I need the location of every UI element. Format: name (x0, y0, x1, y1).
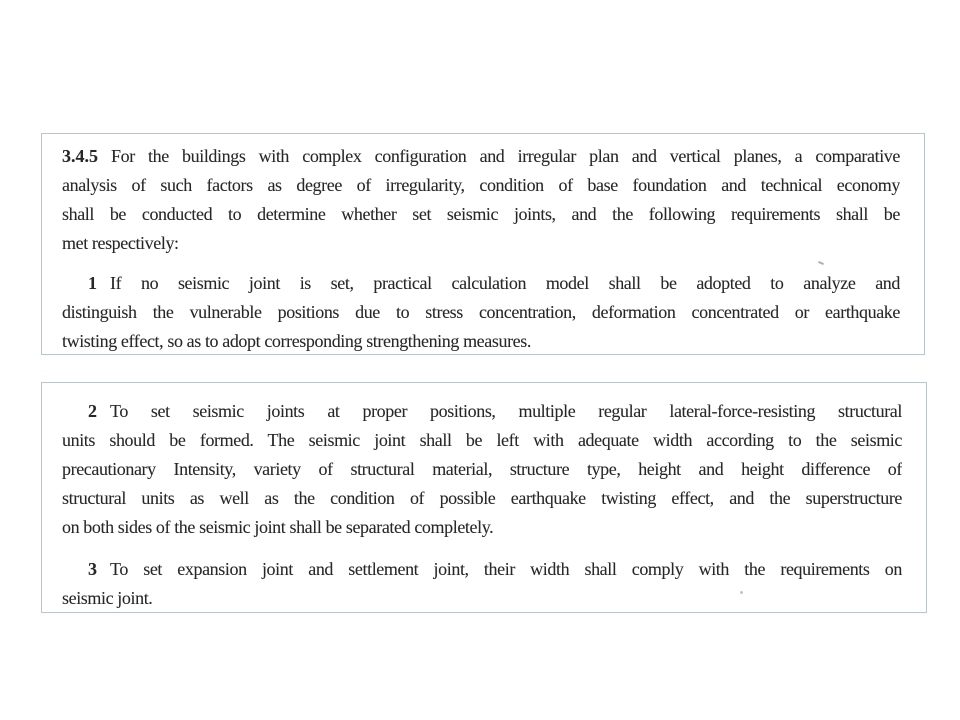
text-line: structural units as well as the condition of possible earthquake twisting effect, and the superstructure (62, 488, 902, 508)
text-run: To set seismic joints at proper positions, multiple regular lateral-force-resisting structural (110, 401, 902, 421)
scan-artifact (740, 591, 743, 594)
text-run: If no seismic joint is set, practical calculation model shall be adopted to analyze and (110, 273, 900, 293)
text-line (62, 142, 900, 171)
scanned-text-block-2 (41, 382, 927, 613)
text-line: distinguish the vulnerable positions due to stress concentration, deformation concentrated or earthquake (62, 302, 900, 322)
text-line (62, 397, 902, 426)
text-line: twisting effect, so as to adopt corresponding strengthening measures. (62, 331, 531, 351)
text-line: units should be formed. The seismic joint shall be left with adequate width according to the seismic (62, 430, 902, 450)
text-line: seismic joint. (62, 588, 153, 608)
item-3-number: 3 (88, 559, 97, 579)
clause-3-4-5-paragraph (62, 142, 900, 258)
text-run: To set expansion joint and settlement joint, their width shall comply with the requirements on (110, 559, 902, 579)
item-1-paragraph (62, 269, 900, 356)
text-line: on both sides of the seismic joint shall be separated completely. (62, 517, 494, 537)
text-line: precautionary Intensity, variety of structural material, structure type, height and height difference of (62, 459, 902, 479)
text-line: analysis of such factors as degree of irregularity, condition of base foundation and technical economy (62, 175, 900, 195)
scanned-text-block-1 (41, 133, 925, 355)
text-run: For the buildings with complex configuration and irregular plan and vertical planes, a comparative (111, 146, 900, 166)
text-line (62, 269, 900, 298)
text-line: met respectively: (62, 233, 179, 253)
clause-number: 3.4.5 (62, 146, 98, 166)
item-2-paragraph (62, 397, 902, 542)
item-2-number: 2 (88, 401, 97, 421)
text-line (62, 555, 902, 584)
item-3-paragraph (62, 555, 902, 613)
text-line: shall be conducted to determine whether set seismic joints, and the following requirements shall be (62, 204, 900, 224)
item-1-number: 1 (88, 273, 97, 293)
